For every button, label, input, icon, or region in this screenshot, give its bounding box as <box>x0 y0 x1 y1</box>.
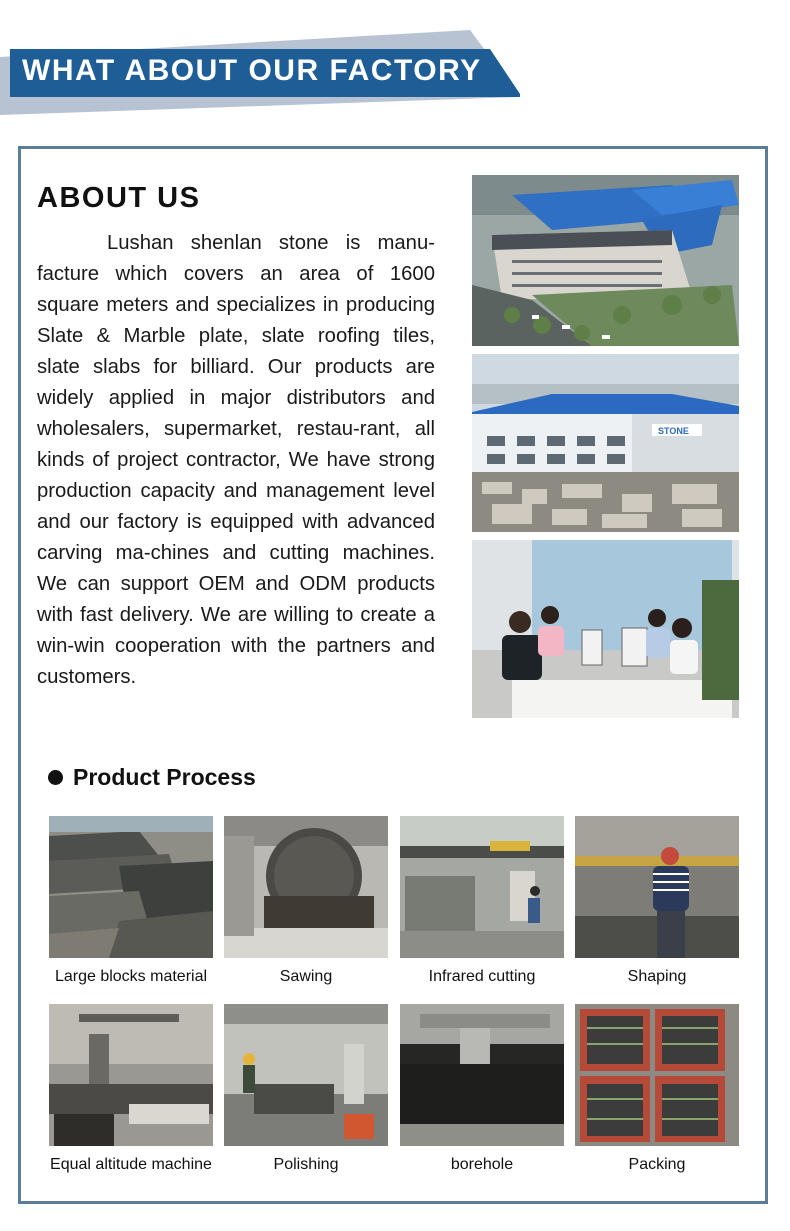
process-image-sawing <box>224 816 388 958</box>
process-caption: Infrared cutting <box>428 968 536 985</box>
bullet-icon <box>48 770 63 785</box>
process-caption: Equal altitude machine <box>50 1156 212 1173</box>
product-process-heading <box>48 764 256 791</box>
process-caption: Large blocks material <box>54 968 208 985</box>
process-image-infrared-cutting <box>400 816 564 958</box>
process-image-packing <box>575 1004 739 1146</box>
process-image-equal-altitude <box>49 1004 213 1146</box>
process-image-polishing <box>224 1004 388 1146</box>
about-title: ABOUT US <box>37 182 201 214</box>
process-caption: Packing <box>628 1156 686 1173</box>
office-photo <box>472 540 739 718</box>
process-caption: Polishing <box>273 1156 339 1173</box>
about-body: Lushan shenlan stone is manu-facture which covers an area of 1600 square meters and specializes in producing Slate & Marble plate, slate roofing tiles, slate slabs for billiard. Our products are widely applied in major distributors and wholesalers, supermarket, restau-rant, all kinds of project contractor, We have strong production capacity and management level and our factory is equipped with advanced carving ma-chines and cutting machines. We can support OEM and ODM products with fast delivery. We are willing to create a win-win cooperation with the partners and customers. <box>37 232 435 688</box>
process-caption: Shaping <box>627 968 687 985</box>
process-image-large-blocks <box>49 816 213 958</box>
process-caption: borehole <box>450 1156 514 1173</box>
factory-aerial-photo <box>472 175 739 346</box>
factory-sign-text: STONE <box>658 426 689 436</box>
page-title: WHAT ABOUT OUR FACTORY <box>22 54 482 87</box>
process-image-borehole <box>400 1004 564 1146</box>
factory-front-photo <box>472 354 739 532</box>
process-image-shaping <box>575 816 739 958</box>
product-process-title: Product Process <box>73 764 256 790</box>
process-caption: Sawing <box>279 968 333 985</box>
